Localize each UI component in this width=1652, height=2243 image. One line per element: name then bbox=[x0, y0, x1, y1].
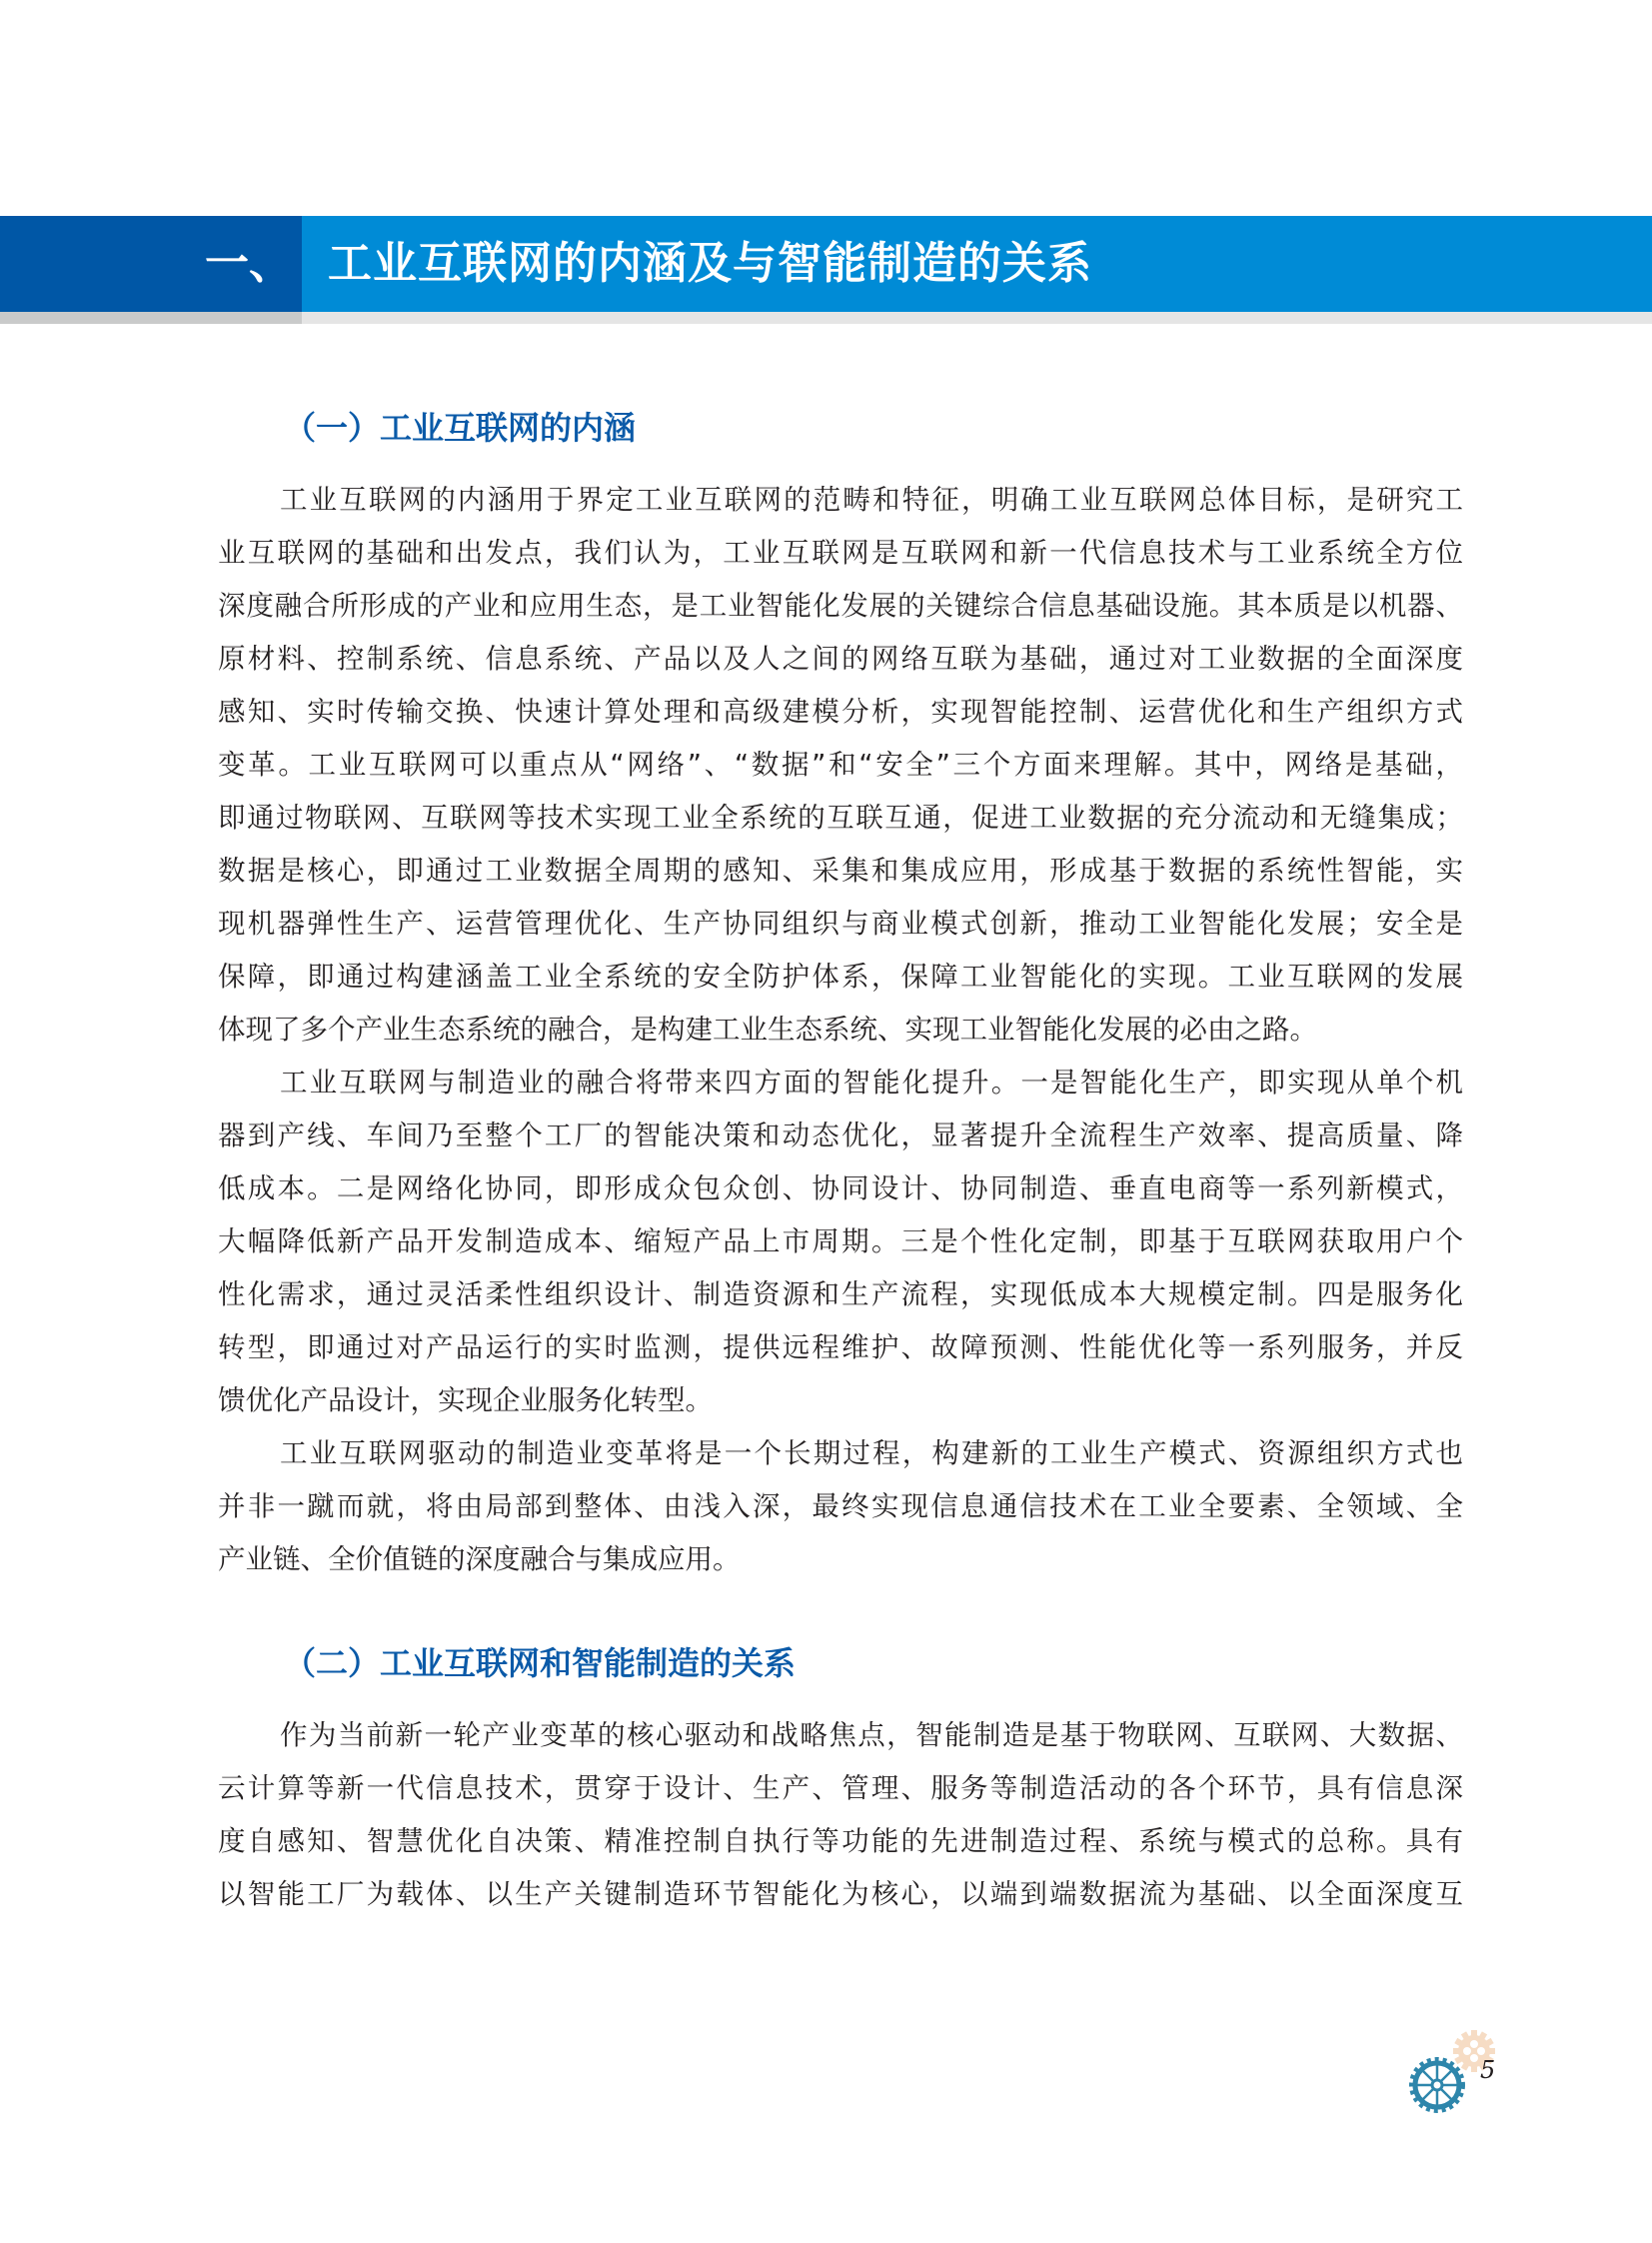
paragraph-line: 现机器弹性生产、运营管理优化、生产协同组织与商业模式创新，推动工业智能化发展；安全是 bbox=[218, 908, 1463, 940]
paragraph-line: 转型，即通过对产品运行的实时监测，提供远程维护、故障预测、性能优化等一系列服务，并反 bbox=[218, 1331, 1463, 1363]
section-1-body bbox=[218, 474, 1463, 1586]
paragraph-line: 工业互联网驱动的制造业变革将是一个长期过程，构建新的工业生产模式、资源组织方式也 bbox=[280, 1437, 1463, 1469]
paragraph-line: 工业互联网的内涵用于界定工业互联网的范畴和特征，明确工业互联网总体目标，是研究工 bbox=[280, 484, 1463, 516]
section-title-1: （一）工业互联网的内涵 bbox=[284, 409, 637, 447]
paragraph-line: 云计算等新一代信息技术，贯穿于设计、生产、管理、服务等制造活动的各个环节，具有信息深 bbox=[218, 1772, 1463, 1804]
chapter-title: 工业互联网的内涵及与智能制造的关系 bbox=[328, 238, 1092, 289]
section-2-body bbox=[218, 1709, 1463, 1921]
page-number: 5 bbox=[1480, 2056, 1496, 2084]
paragraph-line: 工业互联网与制造业的融合将带来四方面的智能化提升。一是智能化生产，即实现从单个机 bbox=[280, 1067, 1463, 1099]
gear-icon bbox=[1407, 2019, 1517, 2119]
paragraph-line: 产业链、全价值链的深度融合与集成应用。 bbox=[218, 1543, 741, 1575]
section-title-2: （二）工业互联网和智能制造的关系 bbox=[284, 1644, 797, 1682]
paragraph-line: 数据是核心，即通过工业数据全周期的感知、采集和集成应用，形成基于数据的系统性智能，实 bbox=[218, 855, 1463, 887]
paragraph-line: 变革。工业互联网可以重点从“网络”、“数据”和“安全”三个方面来理解。其中，网络是基础， bbox=[218, 749, 1463, 781]
paragraph-line: 大幅降低新产品开发制造成本、缩短产品上市周期。三是个性化定制，即基于互联网获取用户个 bbox=[218, 1225, 1463, 1257]
paragraph-line: 感知、实时传输交换、快速计算处理和高级建模分析，实现智能控制、运营优化和生产组织方式 bbox=[218, 696, 1463, 728]
paragraph-line: 即通过物联网、互联网等技术实现工业全系统的互联互通，促进工业数据的充分流动和无缝集成； bbox=[218, 802, 1463, 834]
paragraph-line: 并非一蹴而就，将由局部到整体、由浅入深，最终实现信息通信技术在工业全要素、全领域、全 bbox=[218, 1490, 1463, 1522]
paragraph-line: 作为当前新一轮产业变革的核心驱动和战略焦点，智能制造是基于物联网、互联网、大数据、 bbox=[280, 1719, 1463, 1751]
paragraph-line: 深度融合所形成的产业和应用生态，是工业智能化发展的关键综合信息基础设施。其本质是以机器、 bbox=[218, 590, 1463, 622]
paragraph-line: 馈优化产品设计，实现企业服务化转型。 bbox=[218, 1384, 713, 1416]
paragraph-line: 业互联网的基础和出发点，我们认为，工业互联网是互联网和新一代信息技术与工业系统全方位 bbox=[218, 537, 1463, 569]
chapter-number: 一、 bbox=[205, 238, 293, 289]
paragraph-line: 器到产线、车间乃至整个工厂的智能决策和动态优化，显著提升全流程生产效率、提高质量、降 bbox=[218, 1120, 1463, 1151]
chapter-band-shadow-left bbox=[0, 312, 302, 324]
paragraph-line: 原材料、控制系统、信息系统、产品以及人之间的网络互联为基础，通过对工业数据的全面深度 bbox=[218, 643, 1463, 675]
paragraph-line: 度自感知、智慧优化自决策、精准控制自执行等功能的先进制造过程、系统与模式的总称。具有 bbox=[218, 1825, 1463, 1857]
paragraph-line: 低成本。二是网络化协同，即形成众包众创、协同设计、协同制造、垂直电商等一系列新模式， bbox=[218, 1172, 1463, 1204]
paragraph-line: 性化需求，通过灵活柔性组织设计、制造资源和生产流程，实现低成本大规模定制。四是服务化 bbox=[218, 1278, 1463, 1310]
paragraph-line: 保障，即通过构建涵盖工业全系统的安全防护体系，保障工业智能化的实现。工业互联网的发展 bbox=[218, 961, 1463, 993]
paragraph-line: 体现了多个产业生态系统的融合，是构建工业生态系统、实现工业智能化发展的必由之路。 bbox=[218, 1014, 1317, 1046]
chapter-band-shadow bbox=[302, 312, 1652, 324]
paragraph-line: 以智能工厂为载体、以生产关键制造环节智能化为核心，以端到端数据流为基础、以全面深度互 bbox=[218, 1878, 1463, 1910]
